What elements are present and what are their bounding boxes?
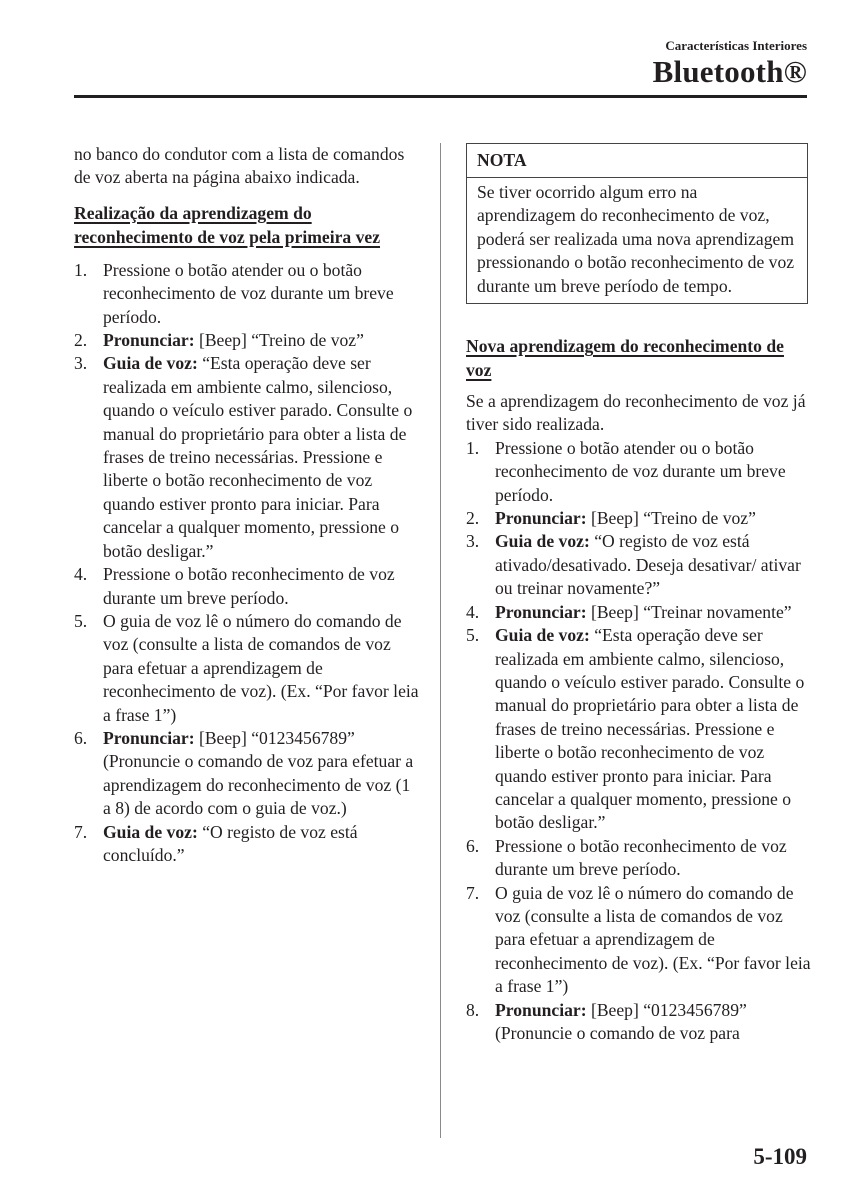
step-text: [Beep] “Treino de voz” [194,330,364,351]
step-number: 5. [74,610,88,631]
list-item [74,610,419,727]
step-text: [Beep] “0123456789” (Pronuncie o comando de voz para efetuar a aprendizagem do reconhecimento de voz (1 a 8) de acordo com o guia de voz.) [103,727,414,819]
list-item [74,727,419,821]
note-box [466,143,808,304]
step-text: O guia de voz lê o número do comando de voz (consulte a lista de comandos de voz para efetuar a aprendizagem de reconhecimento de voz). (Ex. “Por favor leia a frase 1”) [103,610,419,725]
step-text: Pressione o botão reconhecimento de voz durante um breve período. [495,835,787,880]
step-label: Guia de voz: [103,821,198,842]
step-label: Guia de voz: [495,531,590,552]
step-number: 7. [466,882,480,903]
list-item [466,835,811,882]
left-intro-paragraph: no banco do condutor com a lista de comandos de voz aberta na página abaixo indicada. [74,144,405,188]
step-label: Guia de voz: [495,625,590,646]
step-number: 2. [74,330,88,351]
column-divider [440,143,441,1138]
list-item [74,821,419,868]
step-number: 6. [466,835,480,856]
step-text: Pressione o botão atender ou o botão reconhecimento de voz durante um breve período. [103,259,394,327]
step-number: 7. [74,821,88,842]
note-title: NOTA [467,144,807,178]
list-item [466,999,811,1046]
left-section-heading: Realização da aprendizagem do reconhecimento de voz pela primeira vez [74,202,381,247]
step-number: 3. [74,353,88,374]
step-text: [Beep] “Treinar novamente” [586,601,792,622]
step-text: [Beep] “0123456789” (Pronuncie o comando de voz para [495,999,747,1043]
right-intro-paragraph: Se a aprendizagem do reconhecimento de voz já tiver sido realizada. [466,391,806,435]
step-number: 2. [466,508,480,529]
step-number: 3. [466,531,480,552]
step-number: 1. [74,259,88,280]
step-text: “Esta operação deve ser realizada em ambiente calmo, silencioso, quando o veículo estiver parado. Consulte o manual do proprietário para obter a lista de frases de treino necessárias. Pressione e liberte o botão reconhecimento de voz quando estiver pronto para iniciar. Para cancelar a qualquer momento, pressione o botão desligar.” [495,625,805,833]
step-label: Pronunciar: [495,508,587,529]
step-number: 4. [74,564,88,585]
left-column [74,143,419,867]
list-item [466,437,811,507]
left-steps-list [74,259,419,868]
right-section-heading: Nova aprendizagem do reconhecimento de voz [466,336,784,381]
step-label: Pronunciar: [495,601,587,622]
page-title: Bluetooth® [652,54,807,89]
step-number: 1. [466,437,480,458]
list-item [74,329,419,352]
list-item [74,352,419,563]
header-rule [74,95,807,98]
right-steps-list [466,437,811,1046]
step-number: 6. [74,727,88,748]
step-number: 8. [466,999,480,1020]
step-number: 5. [466,625,480,646]
step-text: Pressione o botão reconhecimento de voz durante um breve período. [103,564,395,608]
step-number: 4. [466,601,480,622]
step-label: Pronunciar: [103,330,195,351]
header-section-label: Características Interiores [665,38,807,53]
step-label: Guia de voz: [103,353,198,374]
note-body: Se tiver ocorrido algum erro na aprendizagem do reconhecimento de voz, poderá ser realizada uma nova aprendizagem pressionando o botão reconhecimento de voz durante um breve período de tempo. [477,182,795,296]
step-text: “Esta operação deve ser realizada em ambiente calmo, silencioso, quando o veículo estiver parado. Consulte o manual do proprietário para obter a lista de frases de treino necessárias. Pressione e liberte o botão reconhecimento de voz quando estiver pronto para iniciar. Para cancelar a qualquer momento, pressione o botão desligar.” [103,353,413,561]
step-text: “O registo de voz está concluído.” [103,821,358,865]
list-item [466,624,811,835]
list-item [466,507,811,530]
step-text: Pressione o botão atender ou o botão reconhecimento de voz durante um breve período. [495,437,786,505]
page-number: 5-109 [753,1144,807,1169]
list-item [74,259,419,329]
step-label: Pronunciar: [103,727,195,748]
list-item [466,601,811,624]
step-text: O guia de voz lê o número do comando de voz (consulte a lista de comandos de voz para efetuar a aprendizagem de reconhecimento de voz). (Ex. “Por favor leia a frase 1”) [495,882,811,997]
step-label: Pronunciar: [495,999,587,1020]
list-item [466,882,811,999]
list-item [74,563,419,610]
right-column [466,143,811,1045]
step-text: “O registo de voz está ativado/desativado. Deseja desativar/ ativar ou treinar novamente?” [495,531,801,599]
step-text: [Beep] “Treino de voz” [586,508,756,529]
list-item [466,530,811,600]
